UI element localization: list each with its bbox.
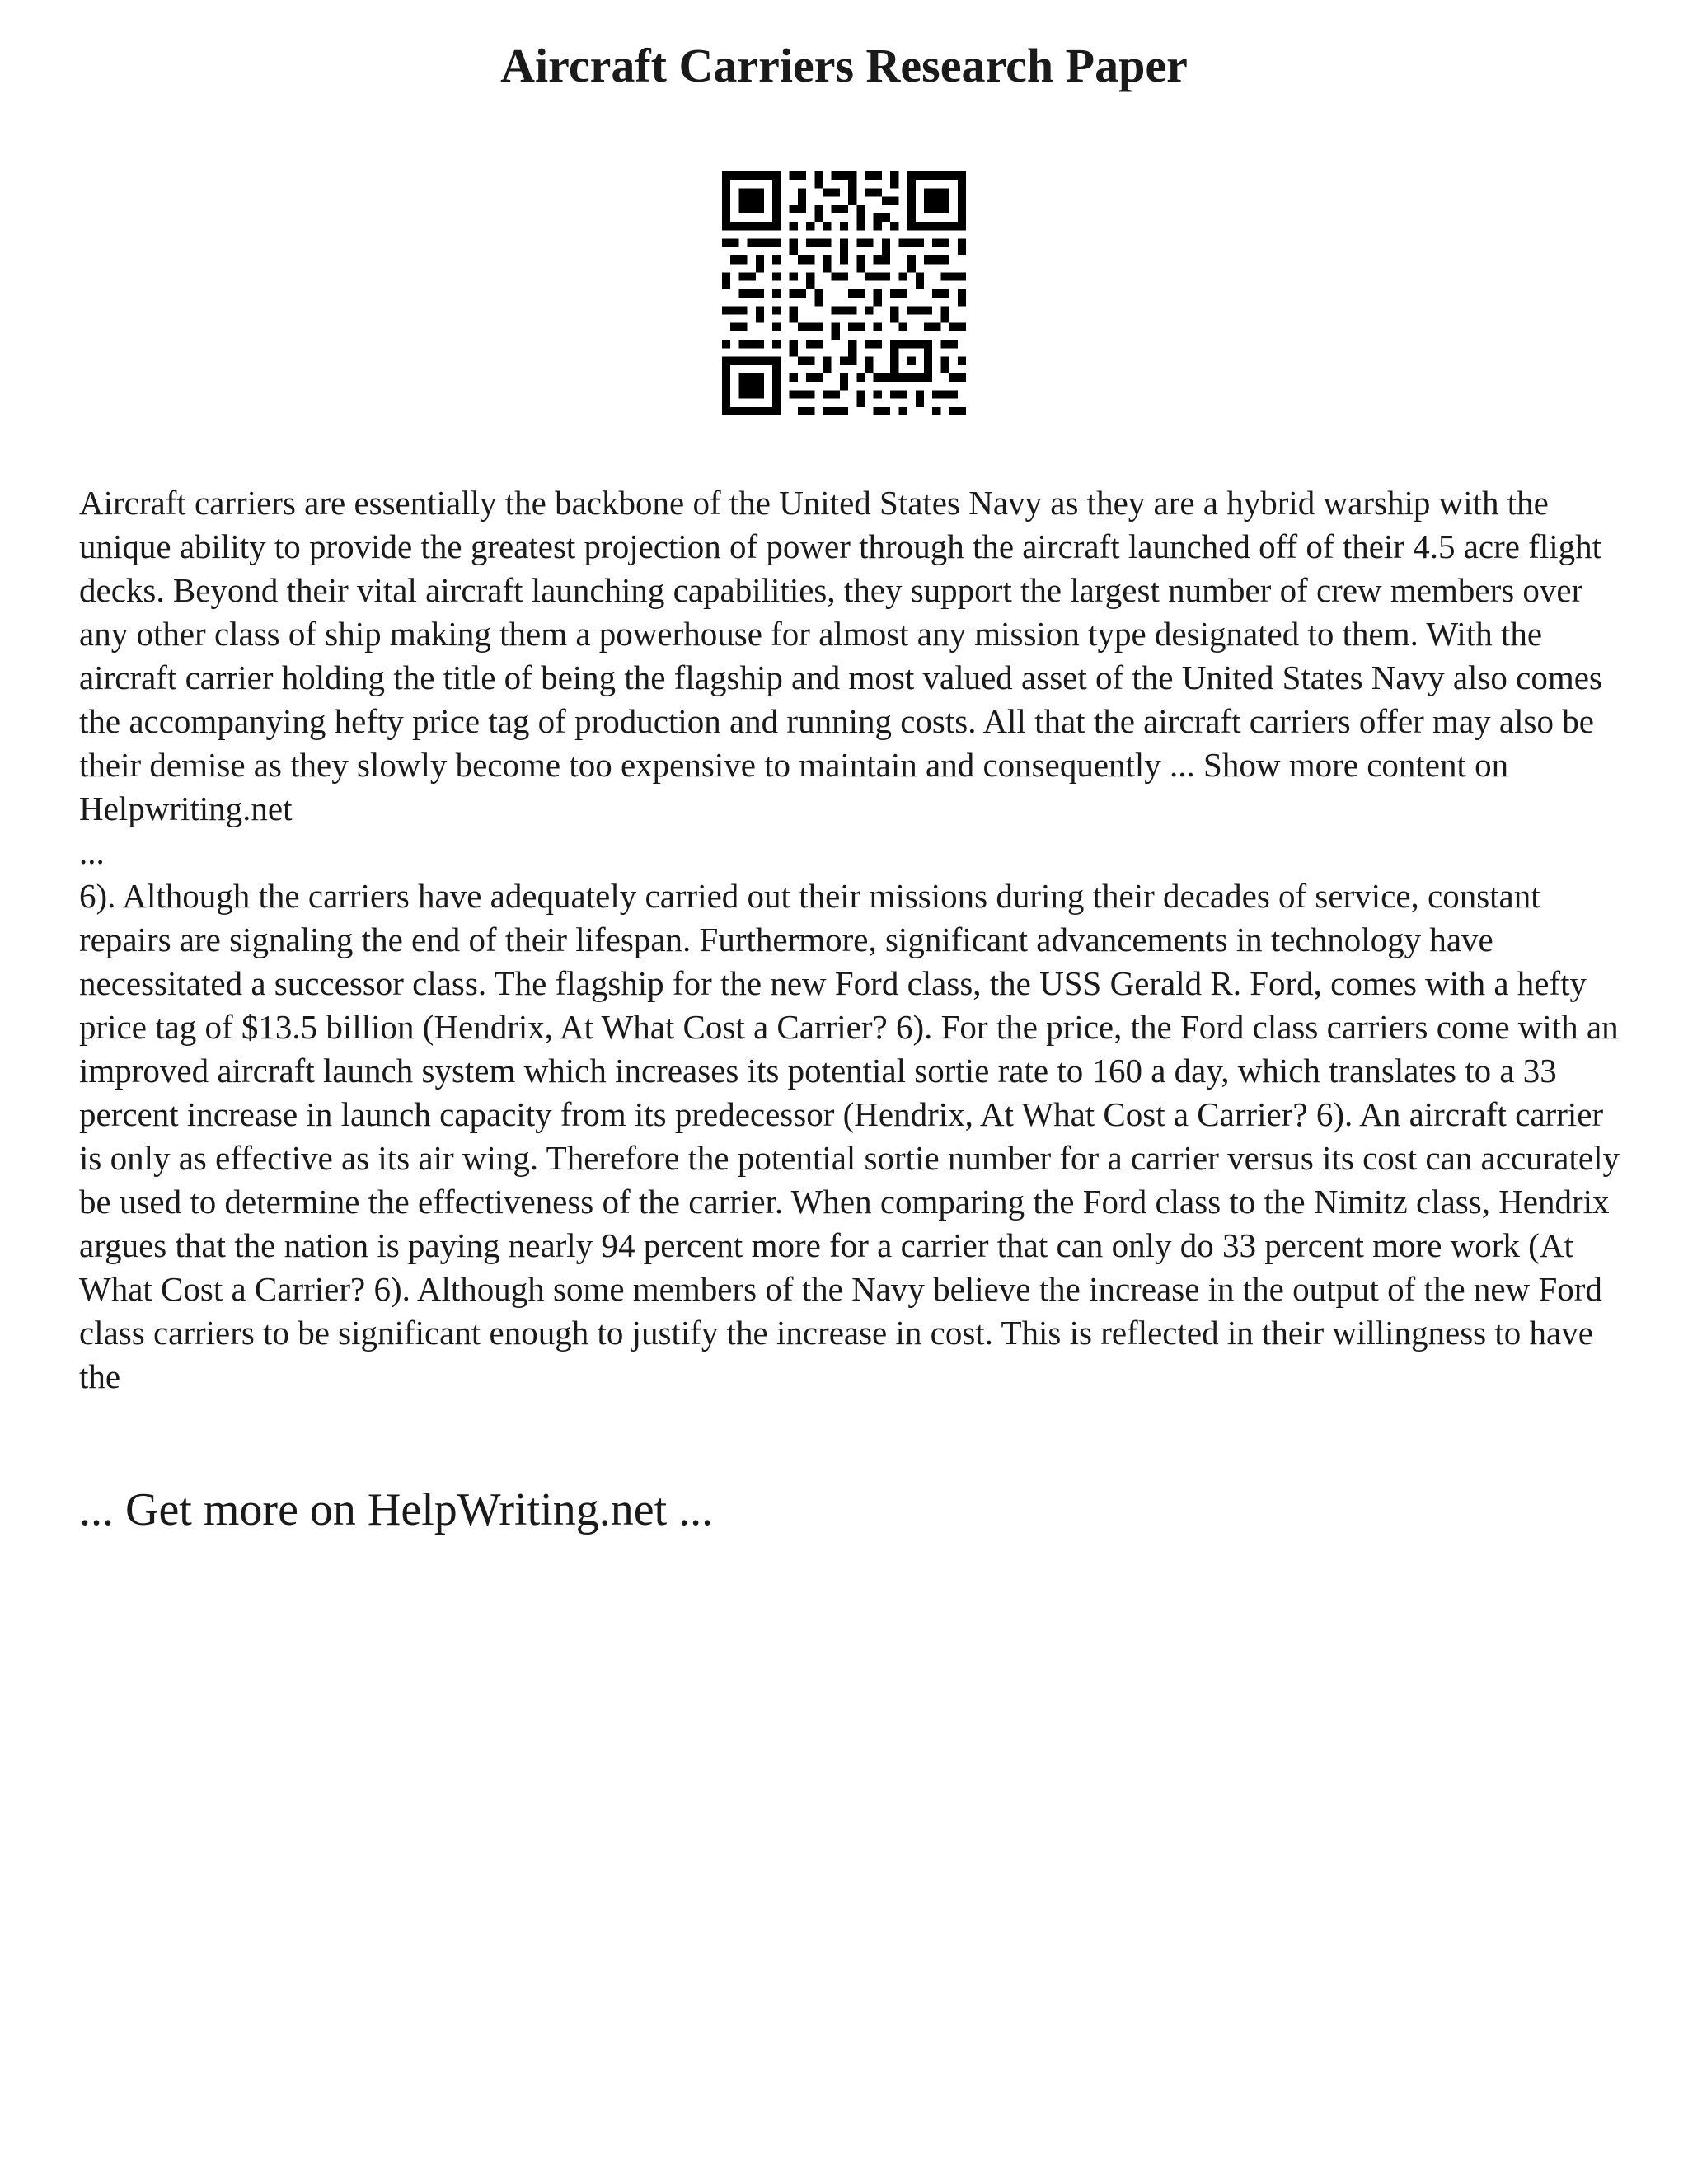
paragraph-continuation: 6). Although the carriers have adequately carried out their missions during their decades of service, constant repairs are signaling the end of their lifespan. Furthermore, significant advancements in technology have necessitated a successor class. The flagship for the new Ford class, the USS Gerald R. Ford, comes with a hefty price tag of $13.5 billion (Hendrix, At What Cost a Carrier? 6). For the price, the Ford class carriers come with an improved aircraft launch system which increases its potential sortie rate to 160 a day, which translates to a 33 percent increase in launch capacity from its predecessor (Hendrix, At What Cost a Carrier? 6). An aircraft carrier is only as effective as its air wing. Therefore the potential sortie number for a carrier versus its cost can accurately be used to determine the effectiveness of the carrier. When comparing the Ford class to the Nimitz class, Hendrix argues that the nation is paying nearly 94 percent more for a carrier that can only do 33 percent more work (At What Cost a Carrier? 6). Although some members of the Navy believe the increase in the output of the new Ford class carriers to be significant enough to justify the increase in cost. This is reflected in their willingness to have the — [79, 877, 1620, 1395]
paragraph-ellipsis: ... — [79, 833, 105, 871]
get-more-link[interactable]: ... Get more on HelpWriting.net ... — [79, 1484, 714, 1535]
page-title: Aircraft Carriers Research Paper — [500, 39, 1188, 92]
paragraph-intro: Aircraft carriers are essentially the backbone of the United States Navy as they are a hybrid warship with the unique ability to provide the greatest projection of power through the aircraft launched off of their 4.5 acre flight decks. Beyond their vital aircraft launching capabilities, they support the largest number of crew members over any other class of ship making them a powerhouse for almost any mission type designated to them. With the aircraft carrier holding the title of being the flagship and most valued asset of the United States Navy also comes the accompanying hefty price tag of production and running costs. All that the aircraft carriers offer may also be their demise as they slowly become too expensive to maintain and consequently ... Show more content on Helpwriting.net — [79, 484, 1602, 827]
article-body — [79, 481, 1629, 1399]
qr-code-icon — [722, 171, 966, 415]
